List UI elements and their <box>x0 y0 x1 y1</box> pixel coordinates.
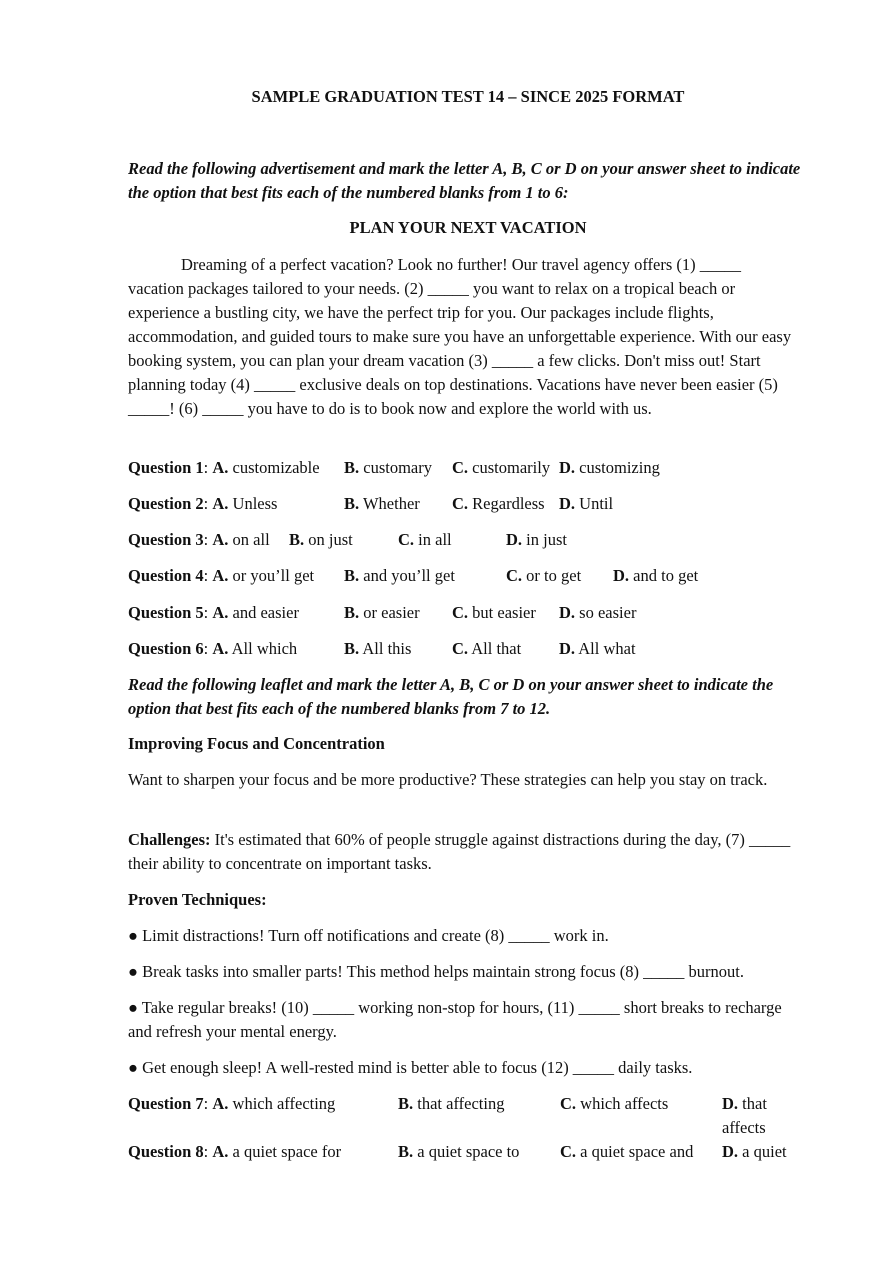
bullet-item: ● Take regular breaks! (10) _____ working non-stop for hours, (11) _____ short breaks to recharge and refresh your mental energy. <box>128 998 782 1041</box>
option-d: and to get <box>633 566 699 585</box>
option-a: customizable <box>232 458 320 477</box>
option-letter: B. <box>344 639 360 658</box>
option-letter: C. <box>506 566 523 585</box>
option-b: or easier <box>363 603 420 622</box>
test-title: SAMPLE GRADUATION TEST 14 – SINCE 2025 FORMAT <box>251 87 685 106</box>
option-d: a quiet <box>742 1142 787 1161</box>
option-letter: C. <box>398 530 415 549</box>
option-b: on just <box>308 530 353 549</box>
option-letter: C. <box>560 1142 577 1161</box>
option-c: which affects <box>580 1094 669 1113</box>
option-letter: D. <box>506 530 523 549</box>
option-letter: C. <box>452 494 469 513</box>
option-d: All what <box>578 639 636 658</box>
option-b: Whether <box>362 494 420 513</box>
question-label: Question 3 <box>128 530 204 549</box>
option-letter: D. <box>722 1142 739 1161</box>
option-letter: B. <box>398 1094 414 1113</box>
option-letter: B. <box>398 1142 414 1161</box>
option-d: that affects <box>722 1094 767 1137</box>
question-label: Question 5 <box>128 603 204 622</box>
option-c: or to get <box>526 566 582 585</box>
question-row: Question 8: A. a quiet space for B. a quiet space to C. a quiet space and D. a quiet <box>128 1142 787 1161</box>
option-letter: B. <box>344 458 360 477</box>
option-a: on all <box>232 530 270 549</box>
option-d: customizing <box>579 458 660 477</box>
option-letter: D. <box>722 1094 739 1113</box>
question-row: Question 5: A. and easier B. or easier C. but easier D. so easier <box>128 603 637 622</box>
section1-heading: PLAN YOUR NEXT VACATION <box>349 218 587 237</box>
option-a: or you’ll get <box>232 566 315 585</box>
question-label: Question 8 <box>128 1142 204 1161</box>
option-a: All which <box>231 639 298 658</box>
option-letter: C. <box>452 639 469 658</box>
option-b: and you’ll get <box>363 566 455 585</box>
option-letter: B. <box>344 603 360 622</box>
question-label: Question 7 <box>128 1094 204 1113</box>
option-c: but easier <box>472 603 536 622</box>
option-a: and easier <box>232 603 299 622</box>
option-letter: A. <box>212 530 229 549</box>
option-c: in all <box>418 530 452 549</box>
option-letter: D. <box>559 458 576 477</box>
question-row: Question 3: A. on all B. on just C. in all D. in just <box>128 530 567 549</box>
question-label: Question 4 <box>128 566 204 585</box>
bullet-item: ● Get enough sleep! A well-rested mind is better able to focus (12) _____ daily tasks. <box>128 1058 693 1077</box>
question-row: Question 6: A. All which B. All this C. All that D. All what <box>128 639 636 658</box>
option-b: that affecting <box>417 1094 505 1113</box>
option-b: a quiet space to <box>417 1142 520 1161</box>
section2-intro: Want to sharpen your focus and be more productive? These strategies can help you stay on track. <box>128 770 768 789</box>
option-a: Unless <box>232 494 278 513</box>
option-letter: D. <box>559 639 576 658</box>
option-d: in just <box>526 530 567 549</box>
challenges-paragraph <box>128 828 798 876</box>
option-c: a quiet space and <box>580 1142 694 1161</box>
option-letter: D. <box>613 566 630 585</box>
section2-instruction: Read the following leaflet and mark the letter A, B, C or D on your answer sheet to indicate the option that best fits each of the numbered blanks from 7 to 12. <box>128 675 774 718</box>
question-row: Question 4: A. or you’ll get B. and you’ll get C. or to get D. and to get <box>128 566 699 585</box>
section1-instruction: Read the following advertisement and mark the letter A, B, C or D on your answer sheet to indicate the option that best fits each of the numbered blanks from 1 to 6: <box>128 159 801 202</box>
question-label: Question 6 <box>128 639 204 658</box>
option-c: Regardless <box>472 494 545 513</box>
techniques-heading: Proven Techniques: <box>128 890 267 909</box>
option-b: customary <box>363 458 432 477</box>
option-letter: C. <box>452 458 469 477</box>
option-letter: A. <box>212 566 229 585</box>
option-b: All this <box>362 639 412 658</box>
question-label: Question 2 <box>128 494 204 513</box>
option-d: so easier <box>579 603 637 622</box>
question-row: Question 1: A. customizable B. customary C. customarily D. customizing <box>128 458 660 477</box>
option-letter: A. <box>212 1142 229 1161</box>
question-row: Question 7: A. which affecting B. that affecting C. which affects D. that affects <box>128 1094 767 1137</box>
option-letter: B. <box>289 530 305 549</box>
option-letter: C. <box>452 603 469 622</box>
question-row: Question 2: A. Unless B. Whether C. Regardless D. Until <box>128 494 614 513</box>
option-letter: A. <box>212 458 229 477</box>
option-letter: B. <box>344 566 360 585</box>
option-a: a quiet space for <box>232 1142 342 1161</box>
option-a: which affecting <box>232 1094 336 1113</box>
option-letter: D. <box>559 494 576 513</box>
option-letter: A. <box>212 603 229 622</box>
bullet-item: ● Limit distractions! Turn off notifications and create (8) _____ work in. <box>128 926 609 945</box>
bullet-item: ● Break tasks into smaller parts! This method helps maintain strong focus (8) _____ burnout. <box>128 962 744 981</box>
option-letter: A. <box>212 639 229 658</box>
section1-passage: Dreaming of a perfect vacation? Look no further! Our travel agency offers (1) _____ vacation packages tailored to your needs. (2) _____ you want to relax on a tropical beach or experience a bustling city, we have the perfect trip for you. Our packages include flights, accommodation, and guided tours to make sure you have an unforgettable experience. With our easy booking system, you can plan your dream vacation (3) _____ a few clicks. Don't miss out! Start planning today (4) _____ exclusive deals on top destinations. Vacations have never been easier (5) _____! (6) _____ you have to do is to book now and explore the world with us. <box>128 255 792 418</box>
option-c: customarily <box>472 458 551 477</box>
option-letter: A. <box>212 1094 229 1113</box>
option-letter: A. <box>212 494 229 513</box>
challenges-label: Challenges: <box>128 830 211 849</box>
option-c: All that <box>471 639 522 658</box>
option-letter: B. <box>344 494 360 513</box>
question-label: Question 1 <box>128 458 204 477</box>
option-d: Until <box>579 494 614 513</box>
section2-heading: Improving Focus and Concentration <box>128 734 385 753</box>
challenges-text: It's estimated that 60% of people struggle against distractions during the day, (7) _____ their ability to concentrate on important tasks. <box>128 830 791 873</box>
option-letter: C. <box>560 1094 577 1113</box>
option-letter: D. <box>559 603 576 622</box>
